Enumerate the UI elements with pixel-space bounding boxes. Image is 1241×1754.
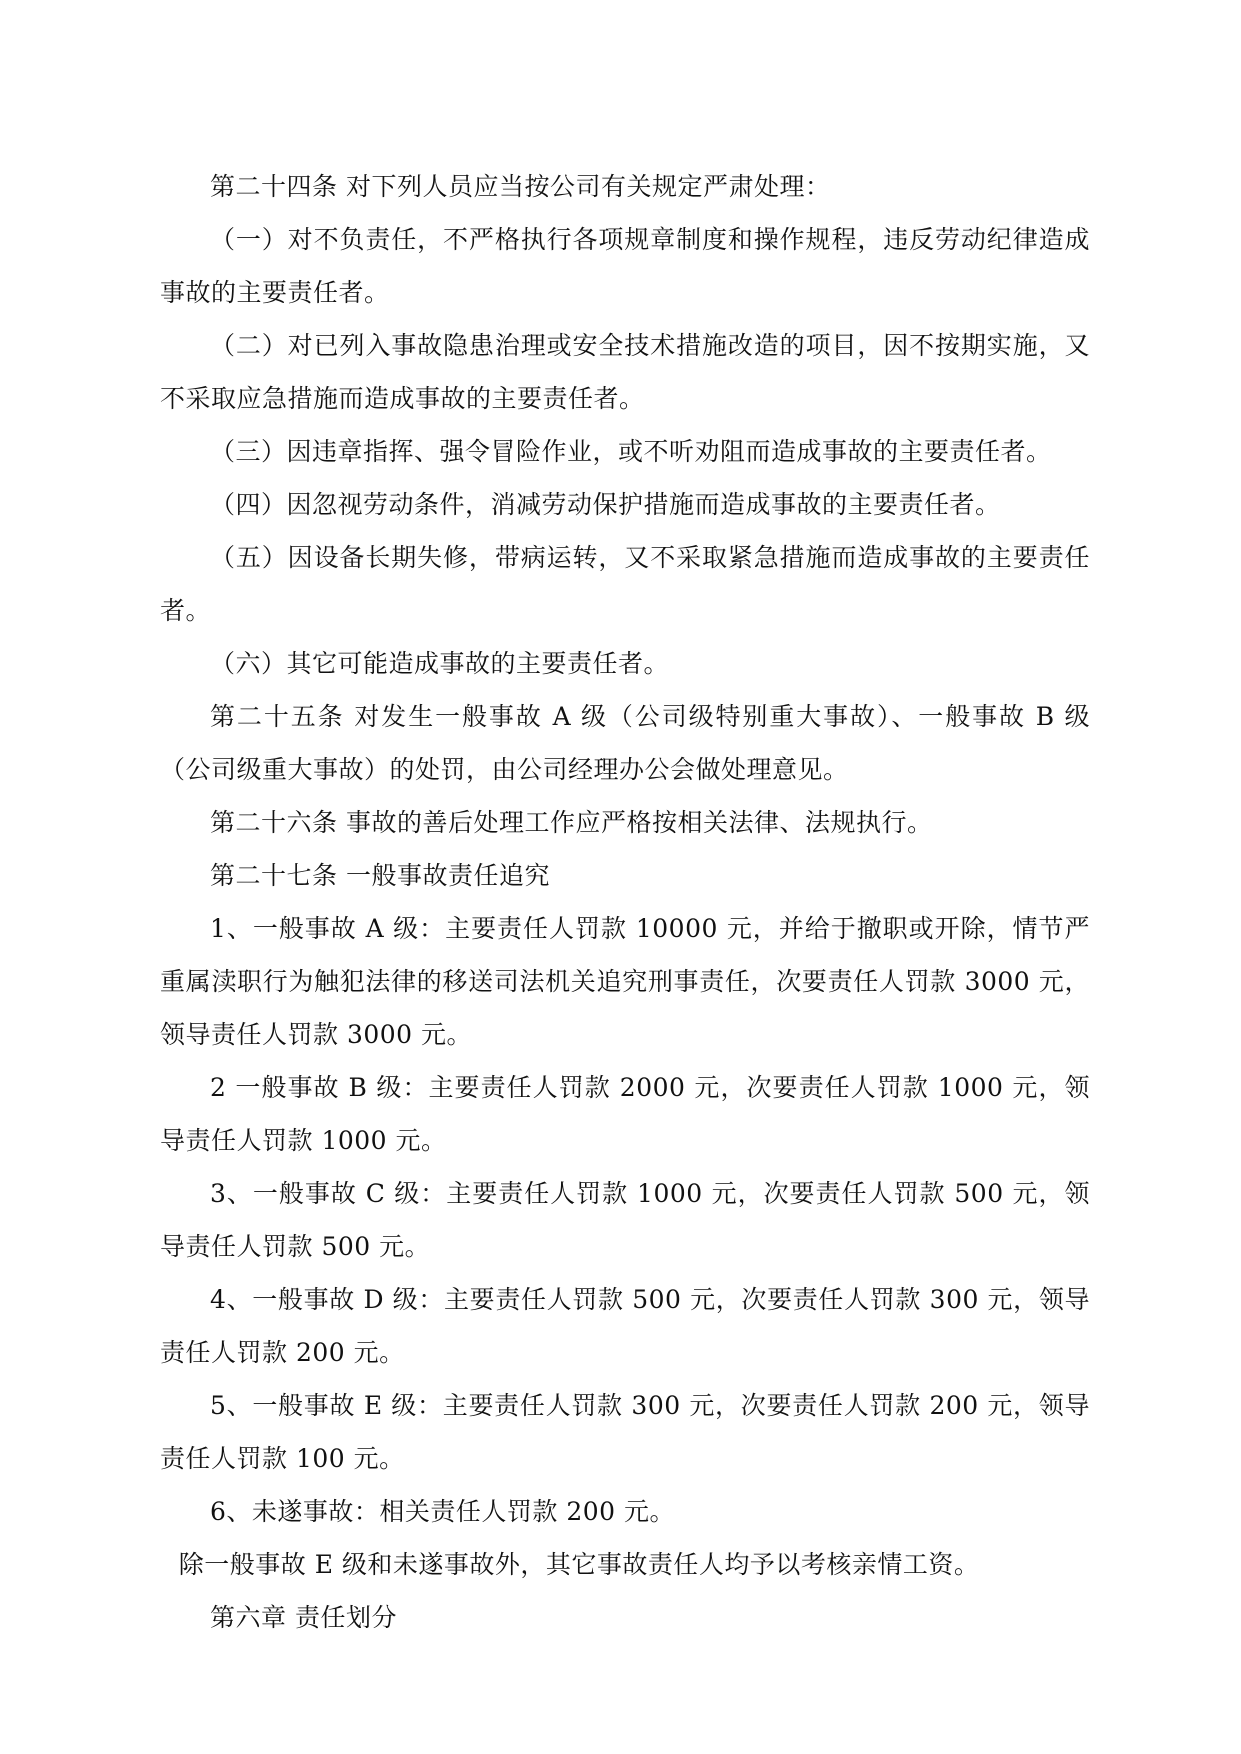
article-24-heading: 第二十四条 对下列人员应当按公司有关规定严肃处理： xyxy=(210,172,831,201)
article-26: 第二十六条 事故的善后处理工作应严格按相关法律、法规执行。 xyxy=(210,808,933,837)
penalty-level-c: 3、一般事故 C 级：主要责任人罚款 1000 元，次要责任人罚款 500 元，领导责任人罚款 500 元。 xyxy=(160,1179,1090,1261)
chapter-6-heading: 第六章 责任划分 xyxy=(210,1603,397,1632)
article-24-item-4: （四）因忽视劳动条件，消减劳动保护措施而造成事故的主要责任者。 xyxy=(210,490,1001,519)
wage-assessment-note: 除一般事故 E 级和未遂事故外，其它事故责任人均予以考核亲情工资。 xyxy=(178,1550,980,1579)
article-24-item-5: （五）因设备长期失修，带病运转，又不采取紧急措施而造成事故的主要责任者。 xyxy=(160,543,1090,625)
article-24-item-1: （一）对不负责任，不严格执行各项规章制度和操作规程，违反劳动纪律造成事故的主要责任者。 xyxy=(160,225,1090,307)
penalty-level-a: 1、一般事故 A 级：主要责任人罚款 10000 元，并给于撤职或开除，情节严重属渎职行为触犯法律的移送司法机关追究刑事责任，次要责任人罚款 3000 元，领导责任人罚款 3000 元。 xyxy=(160,914,1090,1049)
penalty-level-e: 5、一般事故 E 级：主要责任人罚款 300 元，次要责任人罚款 200 元，领导责任人罚款 100 元。 xyxy=(160,1391,1090,1473)
article-25: 第二十五条 对发生一般事故 A 级（公司级特别重大事故）、一般事故 B 级（公司级重大事故）的处罚，由公司经理办公会做处理意见。 xyxy=(160,702,1090,784)
penalty-level-b: 2 一般事故 B 级：主要责任人罚款 2000 元，次要责任人罚款 1000 元，领导责任人罚款 1000 元。 xyxy=(160,1073,1090,1155)
article-24-item-6: （六）其它可能造成事故的主要责任者。 xyxy=(210,649,670,678)
article-27-heading: 第二十七条 一般事故责任追究 xyxy=(210,861,550,890)
penalty-near-miss: 6、未遂事故：相关责任人罚款 200 元。 xyxy=(210,1497,676,1526)
article-24-item-3: （三）因违章指挥、强令冒险作业，或不听劝阻而造成事故的主要责任者。 xyxy=(210,437,1052,466)
penalty-level-d: 4、一般事故 D 级：主要责任人罚款 500 元，次要责任人罚款 300 元，领导责任人罚款 200 元。 xyxy=(160,1285,1090,1367)
article-24-item-2: （二）对已列入事故隐患治理或安全技术措施改造的项目，因不按期实施，又不采取应急措施而造成事故的主要责任者。 xyxy=(160,331,1090,413)
document-body xyxy=(160,160,1090,1644)
